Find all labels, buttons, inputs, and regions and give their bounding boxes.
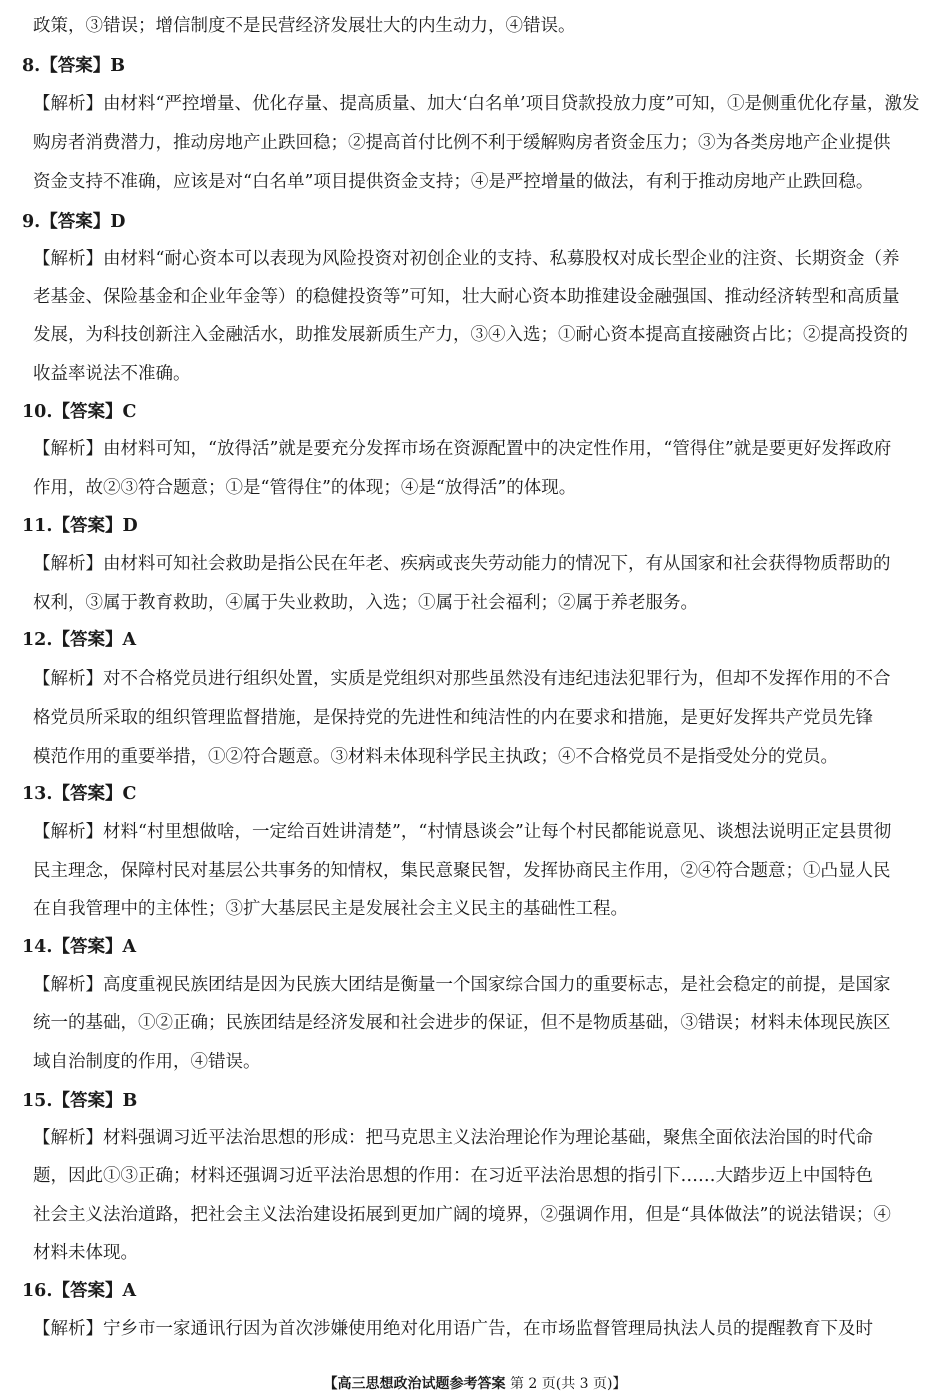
answer-heading-9: 9.【答案】D: [22, 212, 126, 232]
explanation-line: 民主理念，保障村民对基层公共事务的知情权，集民意聚民智，发挥协商民主作用，②④符合题意；①凸显人民: [33, 861, 891, 881]
explanation-line: 购房者消费潜力，推动房地产止跌回稳；②提高首付比例不利于缓解购房者资金压力；③为各类房地产企业提供: [33, 133, 891, 153]
footer-page-number: 第 2 页(共 3 页)】: [509, 1376, 627, 1392]
explanation-line: 【解析】高度重视民族团结是因为民族大团结是衡量一个国家综合国力的重要标志，是社会稳定的前提，是国家: [33, 975, 891, 995]
explanation-line: 【解析】宁乡市一家通讯行因为首次涉嫌使用绝对化用语广告，在市场监督管理局执法人员的提醒教育下及时: [33, 1319, 873, 1339]
explanation-line: 【解析】由材料“严控增量、优化存量、提高质量、加大‘白名单’项目贷款投放力度”可知，①是侧重优化存量，激发: [33, 94, 920, 114]
answer-heading-11: 11.【答案】D: [22, 516, 138, 536]
answer-heading-16: 16.【答案】A: [22, 1281, 137, 1301]
explanation-line: 格党员所采取的组织管理监督措施，是保持党的先进性和纯洁性的内在要求和措施，是更好发挥共产党员先锋: [33, 708, 873, 728]
explanation-line: 【解析】材料强调习近平法治思想的形成：把马克思主义法治理论作为理论基础，聚焦全面依法治国的时代命: [33, 1128, 873, 1148]
explanation-line: 统一的基础，①②正确；民族团结是经济发展和社会进步的保证，但不是物质基础，③错误；材料未体现民族区: [33, 1013, 891, 1033]
explanation-line: 材料未体现。: [33, 1243, 138, 1263]
explanation-line: 【解析】由材料可知，“放得活”就是要充分发挥市场在资源配置中的决定性作用，“管得住”就是要更好发挥政府: [33, 439, 892, 459]
explanation-line: 作用，故②③符合题意；①是“管得住”的体现；④是“放得活”的体现。: [33, 478, 577, 498]
explanation-line: 【解析】由材料可知社会救助是指公民在年老、疾病或丧失劳动能力的情况下，有从国家和社会获得物质帮助的: [33, 554, 891, 574]
paragraph-line: 政策，③错误；增信制度不是民营经济发展壮大的内生动力，④错误。: [33, 16, 576, 36]
page-footer: [0, 1374, 950, 1394]
answer-heading-10: 10.【答案】C: [22, 402, 137, 422]
explanation-line: 域自治制度的作用，④错误。: [33, 1052, 261, 1072]
answer-heading-15: 15.【答案】B: [22, 1091, 138, 1111]
answer-heading-14: 14.【答案】A: [22, 937, 137, 957]
explanation-line: 【解析】由材料“耐心资本可以表现为风险投资对初创企业的支持、私募股权对成长型企业的注资、长期资金（养: [33, 249, 900, 269]
explanation-line: 在自我管理中的主体性；③扩大基层民主是发展社会主义民主的基础性工程。: [33, 899, 628, 919]
footer-title: 【高三思想政治试题参考答案: [323, 1376, 506, 1392]
explanation-line: 社会主义法治道路，把社会主义法治建设拓展到更加广阔的境界，②强调作用，但是“具体做法”的说法错误；④: [33, 1205, 891, 1225]
answer-heading-13: 13.【答案】C: [22, 784, 137, 804]
explanation-line: 收益率说法不准确。: [33, 364, 191, 384]
explanation-line: 老基金、保险基金和企业年金等）的稳健投资等”可知，壮大耐心资本助推建设金融强国、推动经济转型和高质量: [33, 287, 900, 307]
explanation-line: 题，因此①③正确；材料还强调习近平法治思想的作用：在习近平法治思想的指引下……大踏步迈上中国特色: [33, 1166, 873, 1186]
explanation-line: 权利，③属于教育救助，④属于失业救助，入选；①属于社会福利；②属于养老服务。: [33, 593, 698, 613]
explanation-line: 发展，为科技创新注入金融活水，助推发展新质生产力，③④入选；①耐心资本提高直接融资占比；②提高投资的: [33, 325, 908, 345]
explanation-line: 【解析】对不合格党员进行组织处置，实质是党组织对那些虽然没有违纪违法犯罪行为，但却不发挥作用的不合: [33, 669, 891, 689]
answer-heading-8: 8.【答案】B: [22, 56, 126, 76]
answer-heading-12: 12.【答案】A: [22, 630, 137, 650]
explanation-line: 模范作用的重要举措，①②符合题意。③材料未体现科学民主执政；④不合格党员不是指受处分的党员。: [33, 747, 838, 767]
explanation-line: 资金支持不准确，应该是对“白名单”项目提供资金支持；④是严控增量的做法，有利于推动房地产止跌回稳。: [33, 172, 874, 192]
explanation-line: 【解析】材料“村里想做啥，一定给百姓讲清楚”，“村情恳谈会”让每个村民都能说意见、谈想法说明正定县贯彻: [33, 822, 892, 842]
